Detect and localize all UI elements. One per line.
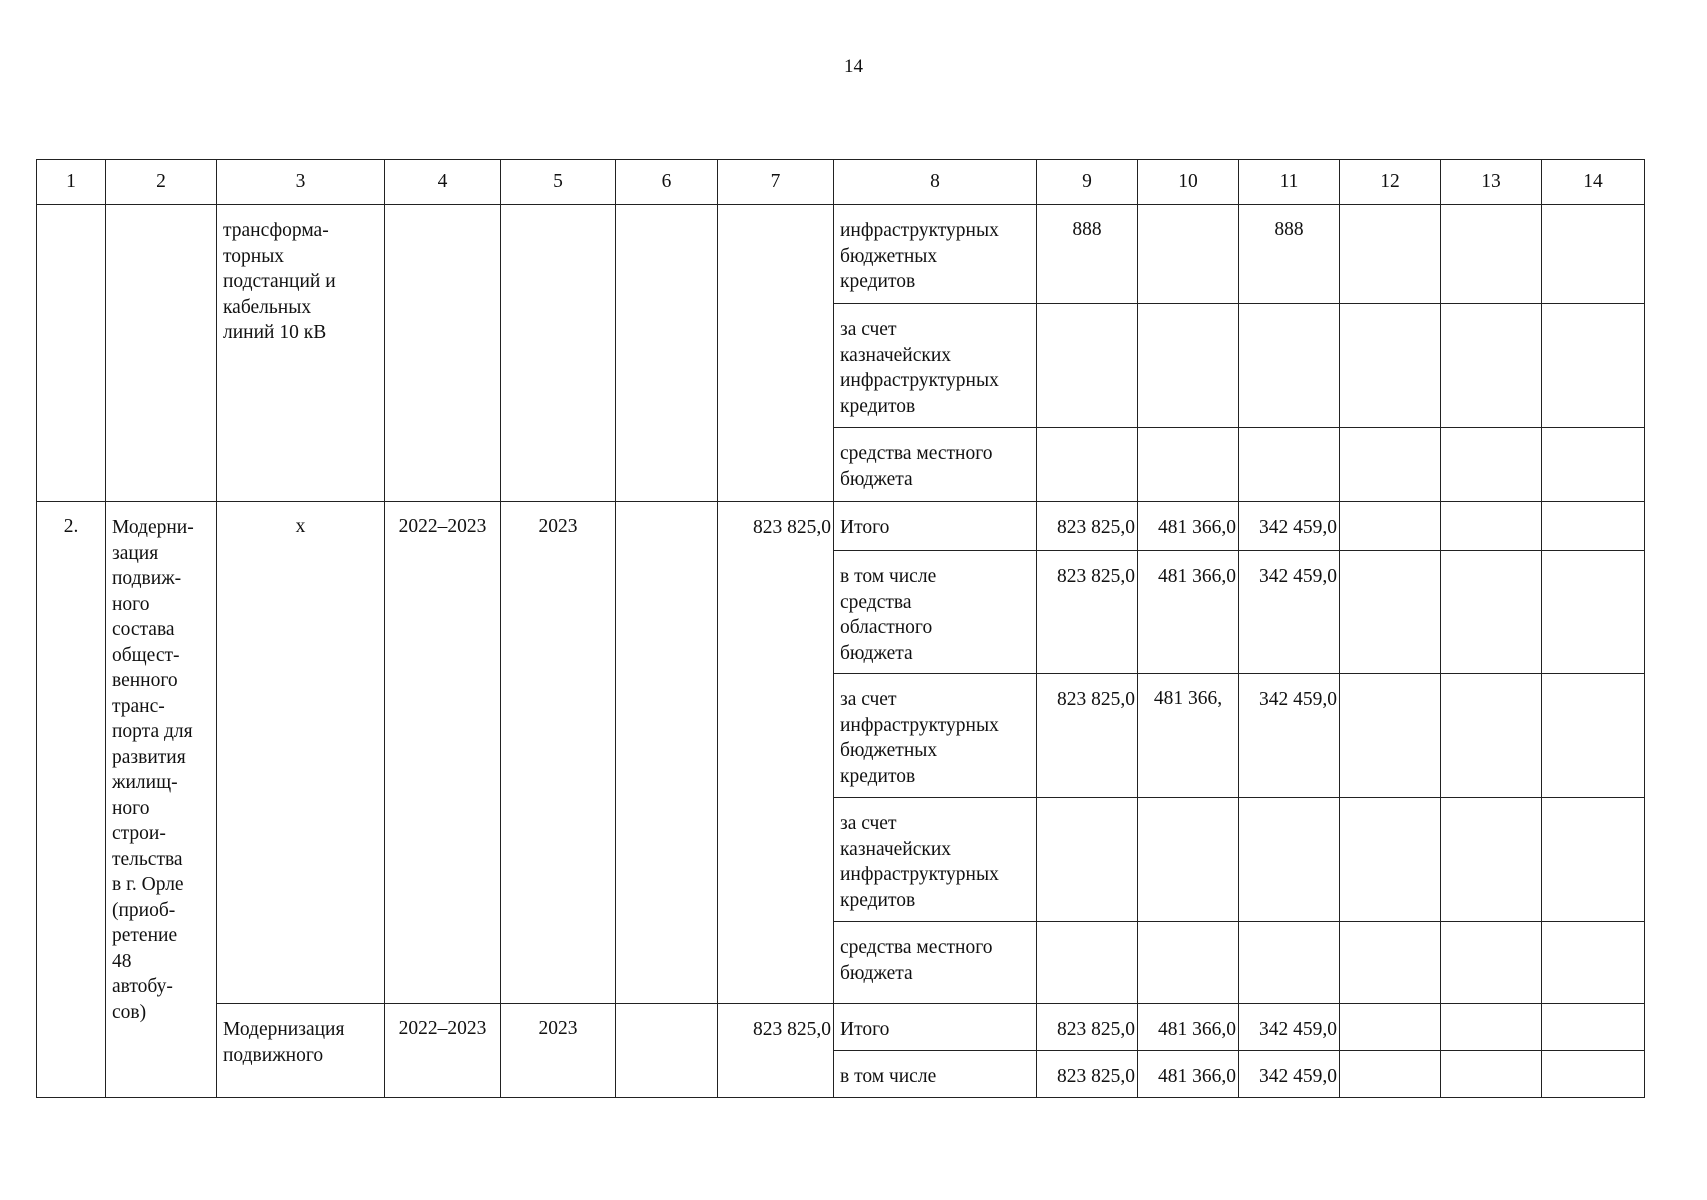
cell-name xyxy=(106,205,217,502)
value-col11: 342 459,0 xyxy=(1239,551,1340,674)
funding-source-label: за счет инфраструктурных бюджетных кредитов xyxy=(834,674,1037,798)
cell-year: 2023 xyxy=(501,1004,616,1098)
funding-source-label: Итого xyxy=(834,502,1037,551)
cell-num xyxy=(37,205,106,502)
value-col10: 481 366,0 xyxy=(1138,502,1239,551)
header-cell: 14 xyxy=(1542,160,1645,205)
value-col11: 342 459,0 xyxy=(1239,1004,1340,1051)
header-cell: 3 xyxy=(217,160,385,205)
header-cell: 1 xyxy=(37,160,106,205)
value-col13 xyxy=(1441,798,1542,922)
cell-col6 xyxy=(616,1004,718,1098)
value-col14 xyxy=(1542,798,1645,922)
value-col12 xyxy=(1340,502,1441,551)
value-col12 xyxy=(1340,1004,1441,1051)
value-col9 xyxy=(1037,428,1138,502)
value-col13 xyxy=(1441,1004,1542,1051)
value-col11: 342 459,0 xyxy=(1239,502,1340,551)
table-row xyxy=(37,1004,1645,1051)
value-col10: 481 366,0 xyxy=(1138,1004,1239,1051)
cell-object: трансформа- торных подстанций и кабельных линий 10 кВ xyxy=(217,205,385,502)
value-col9: 823 825,0 xyxy=(1037,1004,1138,1051)
value-col11: 888 xyxy=(1239,205,1340,304)
cell-period: 2022–2023 xyxy=(385,502,501,1004)
value-col10 xyxy=(1138,304,1239,428)
value-col14 xyxy=(1542,1004,1645,1051)
header-cell: 4 xyxy=(385,160,501,205)
header-cell: 7 xyxy=(718,160,834,205)
value-col14 xyxy=(1542,1051,1645,1098)
value-col12 xyxy=(1340,428,1441,502)
funding-source-label: инфраструктурных бюджетных кредитов xyxy=(834,205,1037,304)
value-col9 xyxy=(1037,798,1138,922)
value-col11: 342 459,0 xyxy=(1239,1051,1340,1098)
funding-source-label: средства местного бюджета xyxy=(834,428,1037,502)
header-cell: 13 xyxy=(1441,160,1542,205)
value-col13 xyxy=(1441,428,1542,502)
header-cell: 2 xyxy=(106,160,217,205)
value-col11 xyxy=(1239,428,1340,502)
value-col13 xyxy=(1441,674,1542,798)
value-col10 xyxy=(1138,922,1239,1004)
header-cell: 11 xyxy=(1239,160,1340,205)
funding-source-label: в том числе средства областного бюджета xyxy=(834,551,1037,674)
value-col10: 481 366,0 xyxy=(1138,1051,1239,1098)
value-col13 xyxy=(1441,205,1542,304)
value-col14 xyxy=(1542,922,1645,1004)
cell-num: 2. xyxy=(37,502,106,1098)
cell-total: 823 825,0 xyxy=(718,502,834,1004)
value-col12 xyxy=(1340,1051,1441,1098)
value-col9: 888 xyxy=(1037,205,1138,304)
value-col13 xyxy=(1441,551,1542,674)
cell-object: х xyxy=(217,502,385,1004)
value-col12 xyxy=(1340,205,1441,304)
value-col14 xyxy=(1542,551,1645,674)
value-col11 xyxy=(1239,798,1340,922)
value-col13 xyxy=(1441,1051,1542,1098)
value-col13 xyxy=(1441,502,1542,551)
value-col10: 481 366, xyxy=(1138,674,1239,798)
value-col9: 823 825,0 xyxy=(1037,1051,1138,1098)
value-col14 xyxy=(1542,304,1645,428)
header-cell: 5 xyxy=(501,160,616,205)
cell-year xyxy=(501,205,616,502)
header-cell: 10 xyxy=(1138,160,1239,205)
value-col9 xyxy=(1037,922,1138,1004)
value-col11 xyxy=(1239,304,1340,428)
value-col9: 823 825,0 xyxy=(1037,674,1138,798)
header-cell: 12 xyxy=(1340,160,1441,205)
cell-total: 823 825,0 xyxy=(718,1004,834,1098)
funding-source-label: средства местного бюджета xyxy=(834,922,1037,1004)
page-number: 14 xyxy=(844,56,863,77)
value-col9: 823 825,0 xyxy=(1037,551,1138,674)
value-col10: 481 366,0 xyxy=(1138,551,1239,674)
value-col9: 823 825,0 xyxy=(1037,502,1138,551)
value-col12 xyxy=(1340,674,1441,798)
cell-period xyxy=(385,205,501,502)
value-col10 xyxy=(1138,798,1239,922)
budget-table xyxy=(36,159,1645,1098)
table-row xyxy=(37,205,1645,304)
table-row xyxy=(37,502,1645,551)
value-col12 xyxy=(1340,922,1441,1004)
cell-col6 xyxy=(616,205,718,502)
value-col11 xyxy=(1239,922,1340,1004)
cell-object: Модернизация подвижного xyxy=(217,1004,385,1098)
value-col13 xyxy=(1441,922,1542,1004)
value-col12 xyxy=(1340,798,1441,922)
value-col12 xyxy=(1340,551,1441,674)
header-cell: 6 xyxy=(616,160,718,205)
funding-source-label: Итого xyxy=(834,1004,1037,1051)
cell-period: 2022–2023 xyxy=(385,1004,501,1098)
value-col10 xyxy=(1138,428,1239,502)
value-col12 xyxy=(1340,304,1441,428)
cell-col6 xyxy=(616,502,718,1004)
value-col14 xyxy=(1542,205,1645,304)
value-col14 xyxy=(1542,428,1645,502)
header-cell: 8 xyxy=(834,160,1037,205)
cell-year: 2023 xyxy=(501,502,616,1004)
funding-source-label: за счет казначейских инфраструктурных кредитов xyxy=(834,304,1037,428)
value-col10 xyxy=(1138,205,1239,304)
table-header-row xyxy=(37,160,1645,205)
value-col9 xyxy=(1037,304,1138,428)
funding-source-label: в том числе xyxy=(834,1051,1037,1098)
value-col11: 342 459,0 xyxy=(1239,674,1340,798)
cell-total xyxy=(718,205,834,502)
funding-source-label: за счет казначейских инфраструктурных кредитов xyxy=(834,798,1037,922)
value-col14 xyxy=(1542,502,1645,551)
value-col14 xyxy=(1542,674,1645,798)
cell-name: Модерни- зация подвиж- ного состава общест- венного транс- порта для развития жилищ- ного строи- тельства в г. Орле (приоб- ретение 48 автобу- сов) xyxy=(106,502,217,1098)
value-col13 xyxy=(1441,304,1542,428)
header-cell: 9 xyxy=(1037,160,1138,205)
